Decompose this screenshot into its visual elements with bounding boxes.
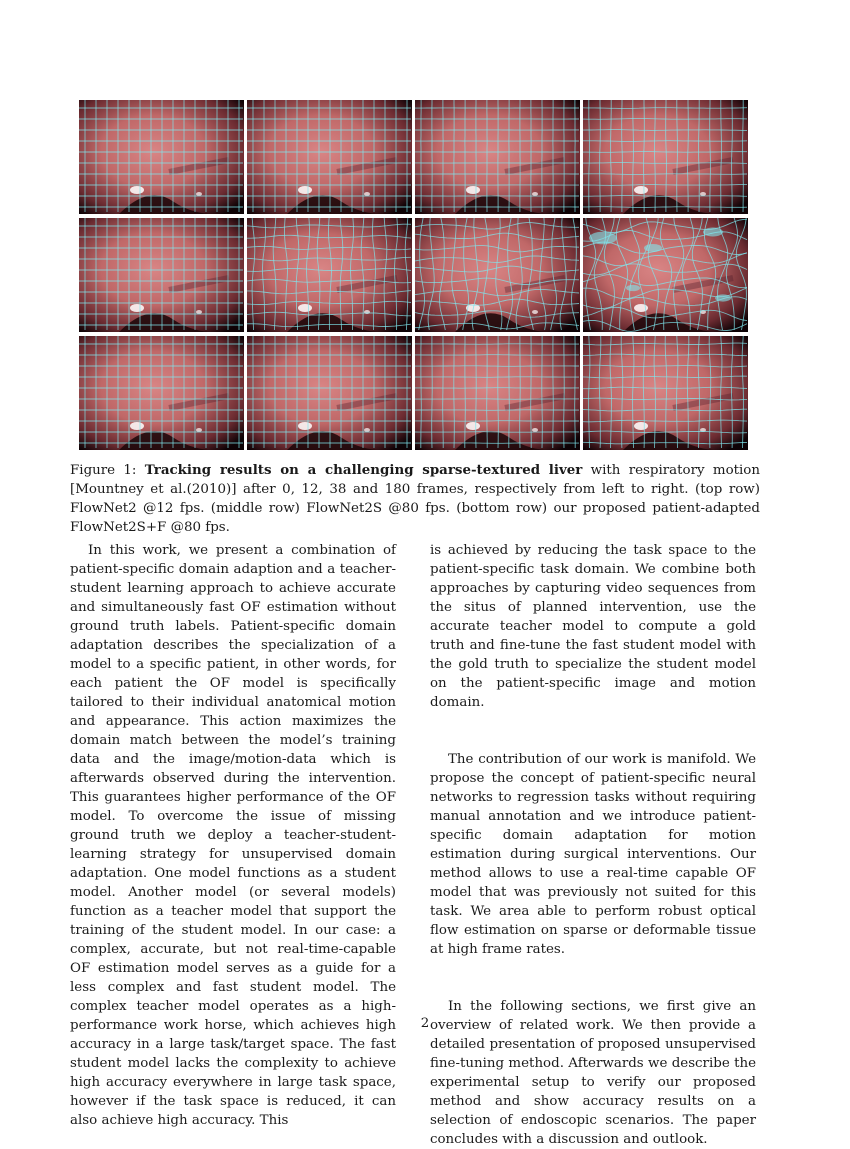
body-paragraph: In this work, we present a combination of patient-specific domain adaption and a teacher-student learning approach to achieve accurate and simultaneously fast OF estimation without ground truth labels. Patient-specific domain adaptation describes the specialization of a model to a specific patient, in other words, for each patient the OF model is specifically tailored to their individual anatomical motion and appearance. This action maximizes the domain match between the model’s training data and the image/motion-data which is afterwards observed during the intervention. This guarantees higher performance of the OF model. To overcome the issue of missing ground truth we deploy a teacher-student-learning strategy for unsupervised domain adaptation. One model functions as a student model. Another model (or several models) function as a teacher model that support the training of the student model. In our case: a complex, accurate, but not real-time-capable OF estimation model serves as a guide for a less complex and fast student model. The complex teacher model operates as a high-performance work horse, which achieves high accuracy in a large task/target space. The fast student model lacks the complexity to achieve high accuracy everywhere in large task space, however if the task space is reduced, it can also achieve high accuracy. This: [70, 543, 396, 1128]
grid-artifact: [589, 232, 617, 245]
panel-row2-col1: [79, 218, 244, 332]
caption-label: Figure 1:: [70, 463, 137, 478]
panel-row3-col4: [583, 336, 748, 450]
caption-title: Tracking results on a challenging sparse-textured liver: [144, 462, 583, 478]
page-number: 2: [420, 1016, 430, 1031]
panel-row3-col1: [79, 336, 244, 450]
figure-caption: [70, 461, 760, 537]
panel-row1-col3: [415, 100, 580, 214]
body-paragraph: In the following sections, we first give an overview of related work. We then provide a detailed presentation of proposed unsupervised fine-tuning method. Afterwards we describe the experimental setup to verify our proposed method and show accuracy results on a selection of endoscopic scenarios. The paper concludes with a discussion and outlook.: [430, 999, 756, 1147]
panel-row2-col2: [247, 218, 412, 332]
body-paragraph: The contribution of our work is manifold. We propose the concept of patient-specific neural networks to regression tasks without requiring manual annotation and we introduce patient-specific domain adaptation for motion estimation during surgical interventions. Our method allows to use a real-time capable OF model that was previously not suited for this task. We area able to perform robust optical flow estimation on sparse or deformable tissue at high frame rates.: [430, 752, 756, 957]
grid-artifact: [715, 294, 731, 301]
panel-row2-col3: [415, 218, 580, 332]
body-paragraph: is achieved by reducing the task space to the patient-specific task domain. We combine both approaches by capturing video sequences from the situs of planned intervention, use the accurate teacher model to compute a gold truth and fine-tune the fast student model with the gold truth to specialize the student model on the patient-specific image and motion domain.: [430, 543, 756, 710]
panel-row1-col2: [247, 100, 412, 214]
panel-row1-col1: [79, 100, 244, 214]
figure-image-grid: [79, 100, 749, 452]
caption-text: with respiratory motion [Mountney et al.(2010)] after 0, 12, 38 and 180 frames, respectively from left to right. (top row) FlowNet2 @12 fps. (middle row) FlowNet2S @80 fps. (bottom row) our proposed patient-adapted FlowNet2S+F @80 fps.: [70, 463, 760, 535]
panel-row3-col2: [247, 336, 412, 450]
right-column: [430, 541, 756, 1149]
grid-artifact: [626, 285, 640, 291]
panel-row2-col4: [583, 218, 748, 332]
grid-artifact: [703, 228, 723, 237]
panel-row1-col4: [583, 100, 748, 214]
left-column: [70, 541, 396, 1130]
panel-row3-col3: [415, 336, 580, 450]
grid-artifact: [644, 244, 662, 252]
